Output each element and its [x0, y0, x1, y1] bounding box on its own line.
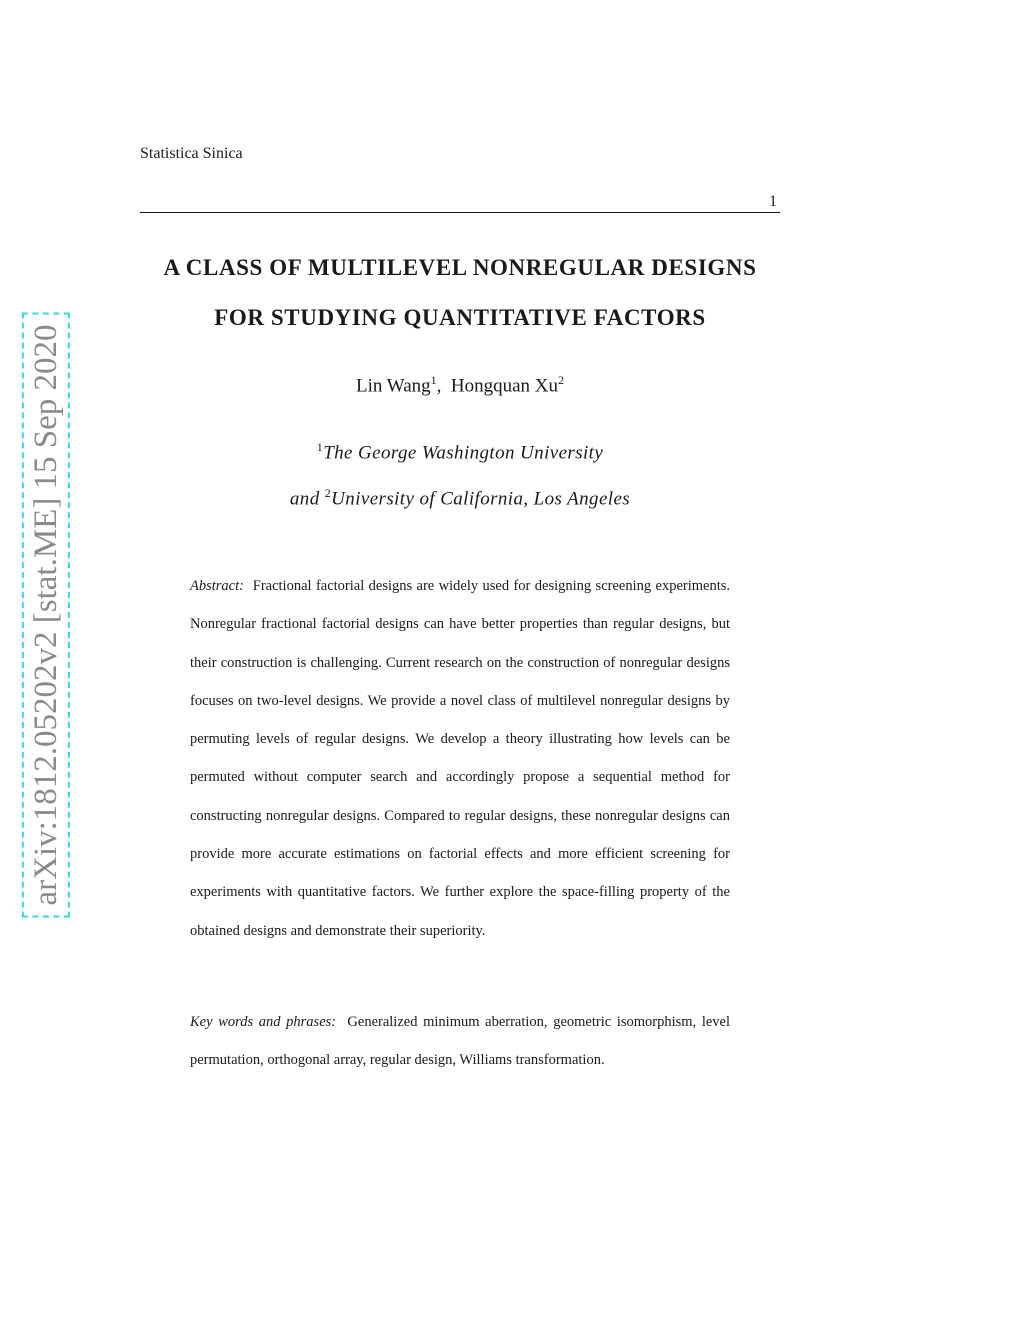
affiliation-mark: 1 — [316, 440, 324, 454]
abstract — [190, 567, 730, 950]
affiliation-line-2 — [100, 486, 820, 510]
abstract-label: Abstract: — [190, 578, 244, 594]
affiliation-mark: 2 — [324, 486, 332, 500]
author-affiliation-mark: 2 — [558, 373, 565, 387]
paper-title-line-1: A CLASS OF MULTILEVEL NONREGULAR DESIGNS — [163, 255, 757, 280]
affiliation-name: The George Washington University — [323, 442, 604, 464]
affiliation-name: University of California, Los Angeles — [331, 488, 631, 510]
arxiv-identifier-stamp[interactable]: arXiv:1812.05202v2 [stat.ME] 15 Sep 2020 — [22, 312, 70, 917]
affiliation-line-1 — [100, 440, 820, 464]
keywords — [190, 1003, 730, 1080]
abstract-text: Fractional factorial designs are widely used for designing screening experiments. Nonregular fractional factorial designs can have better properties than regular designs, but their construction is challenging. Current research on the construction of nonregular designs focuses on two-level designs. We provide a novel class of multilevel nonregular designs by permuting levels of regular designs. We develop a theory illustrating how levels can be permuted without computer search and accordingly propose a sequential method for constructing nonregular designs. Compared to regular designs, these nonregular designs can provide more accurate estimations on factorial effects and more efficient screening for experiments with quantitative factors. We further explore the space-filling property of the obtained designs and demonstrate their superiority. — [190, 578, 731, 939]
author-name: Lin Wang — [355, 375, 431, 397]
keywords-label: Key words and phrases: — [190, 1014, 337, 1030]
header-rule — [140, 212, 780, 213]
author-affiliation-mark: 1 — [430, 373, 437, 387]
author-list: Lin Wang$^1$, Hongquan Xu$^2$ — [355, 373, 565, 397]
journal-name: Statistica Sinica — [140, 145, 243, 162]
author-name: Hongquan Xu — [450, 375, 559, 397]
page-number: 1 — [769, 193, 777, 210]
affiliation-conjunction: and — [289, 488, 325, 510]
keywords-text: Generalized minimum aberration, geometric isomorphism, level permutation, orthogonal array, regular design, Williams transformation. — [190, 1014, 731, 1069]
paper-title-line-2: FOR STUDYING QUANTITATIVE FACTORS — [214, 305, 706, 330]
